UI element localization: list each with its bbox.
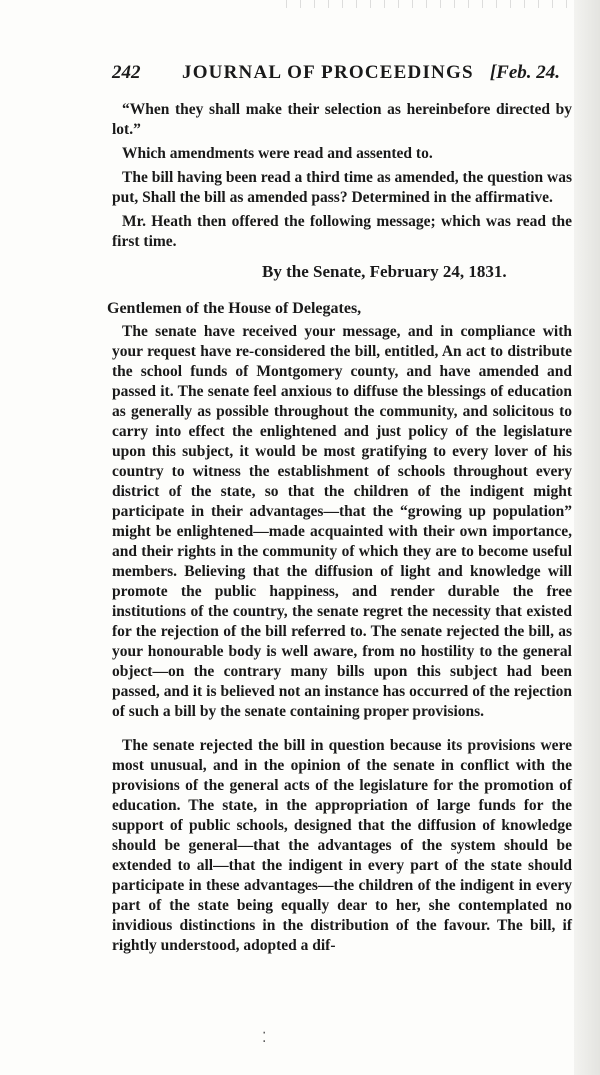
paragraph-message-offered: Mr. Heath then offered the following message; which was read the first time. — [112, 213, 572, 250]
scan-artifact — [280, 0, 580, 8]
senate-byline: By the Senate, February 24, 1831. — [262, 262, 507, 281]
header-date: [Feb. 24. — [489, 62, 560, 83]
paragraph-third-reading: The bill having been read a third time as amended, the question was put, Shall the bill as amended pass? Determined in the affirmative. — [112, 169, 572, 206]
page-number: 242 — [112, 62, 141, 83]
message-paragraph-2: The senate rejected the bill in question because its provisions were most unusual, and in the opinion of the senate in conflict with the provisions of the general acts of the legislature for the promotion of education. The state, in the appropriation of large funds for the support of public schools, designed that the diffusion of knowledge should be general—that the advantages of the system should be extended to all—that the indigent in every part of the state should participate in these advantages—the children of the indigent in every part of the state being equally dear to her, she contemplated no invidious distinctions in the distribution of the favour. The bill, if rightly understood, adopted a dif- — [112, 737, 572, 954]
journal-title: JOURNAL OF PROCEEDINGS — [182, 62, 474, 83]
paragraph-amendments-read: Which amendments were read and assented to. — [122, 145, 433, 162]
page-edge-shadow — [574, 0, 600, 1075]
message-paragraph-1: The senate have received your message, and in compliance with your request have re-considered the bill, entitled, An act to distribute the school funds of Montgomery county, and have amended and passed it. The senate feel anxious to diffuse the blessings of education as generally as possible throughout the community, and solicitous to carry into effect the enlightened and just policy of the legislature upon this subject, it would be most gratifying to every lover of his country to witness the establishment of schools throughout every district of the state, so that the children of the indigent might participate in their advantages—that the “growing up population” might be enlightened—made acquainted with their own importance, and their rights in the community of which they are to become useful members. Believing that the diffusion of light and knowledge will promote the public happiness, and render durable the free institutions of the country, the senate regret the necessity that existed for the rejection of the bill referred to. The senate rejected the bill, as your honourable body is well aware, from no hostility to the general object—on the contrary many bills upon this subject had been passed, and it is believed not an instance has occurred of the rejection of such a bill by the senate containing proper provisions. — [112, 323, 572, 720]
paragraph-amendment-quote: “When they shall make their selection as hereinbefore directed by lot.” — [112, 101, 572, 138]
running-header — [112, 62, 560, 86]
salutation: Gentlemen of the House of Delegates, — [107, 300, 362, 317]
message-body — [112, 322, 572, 956]
opening-text-block — [112, 100, 572, 252]
scan-speck: ⁚ — [262, 1030, 267, 1046]
